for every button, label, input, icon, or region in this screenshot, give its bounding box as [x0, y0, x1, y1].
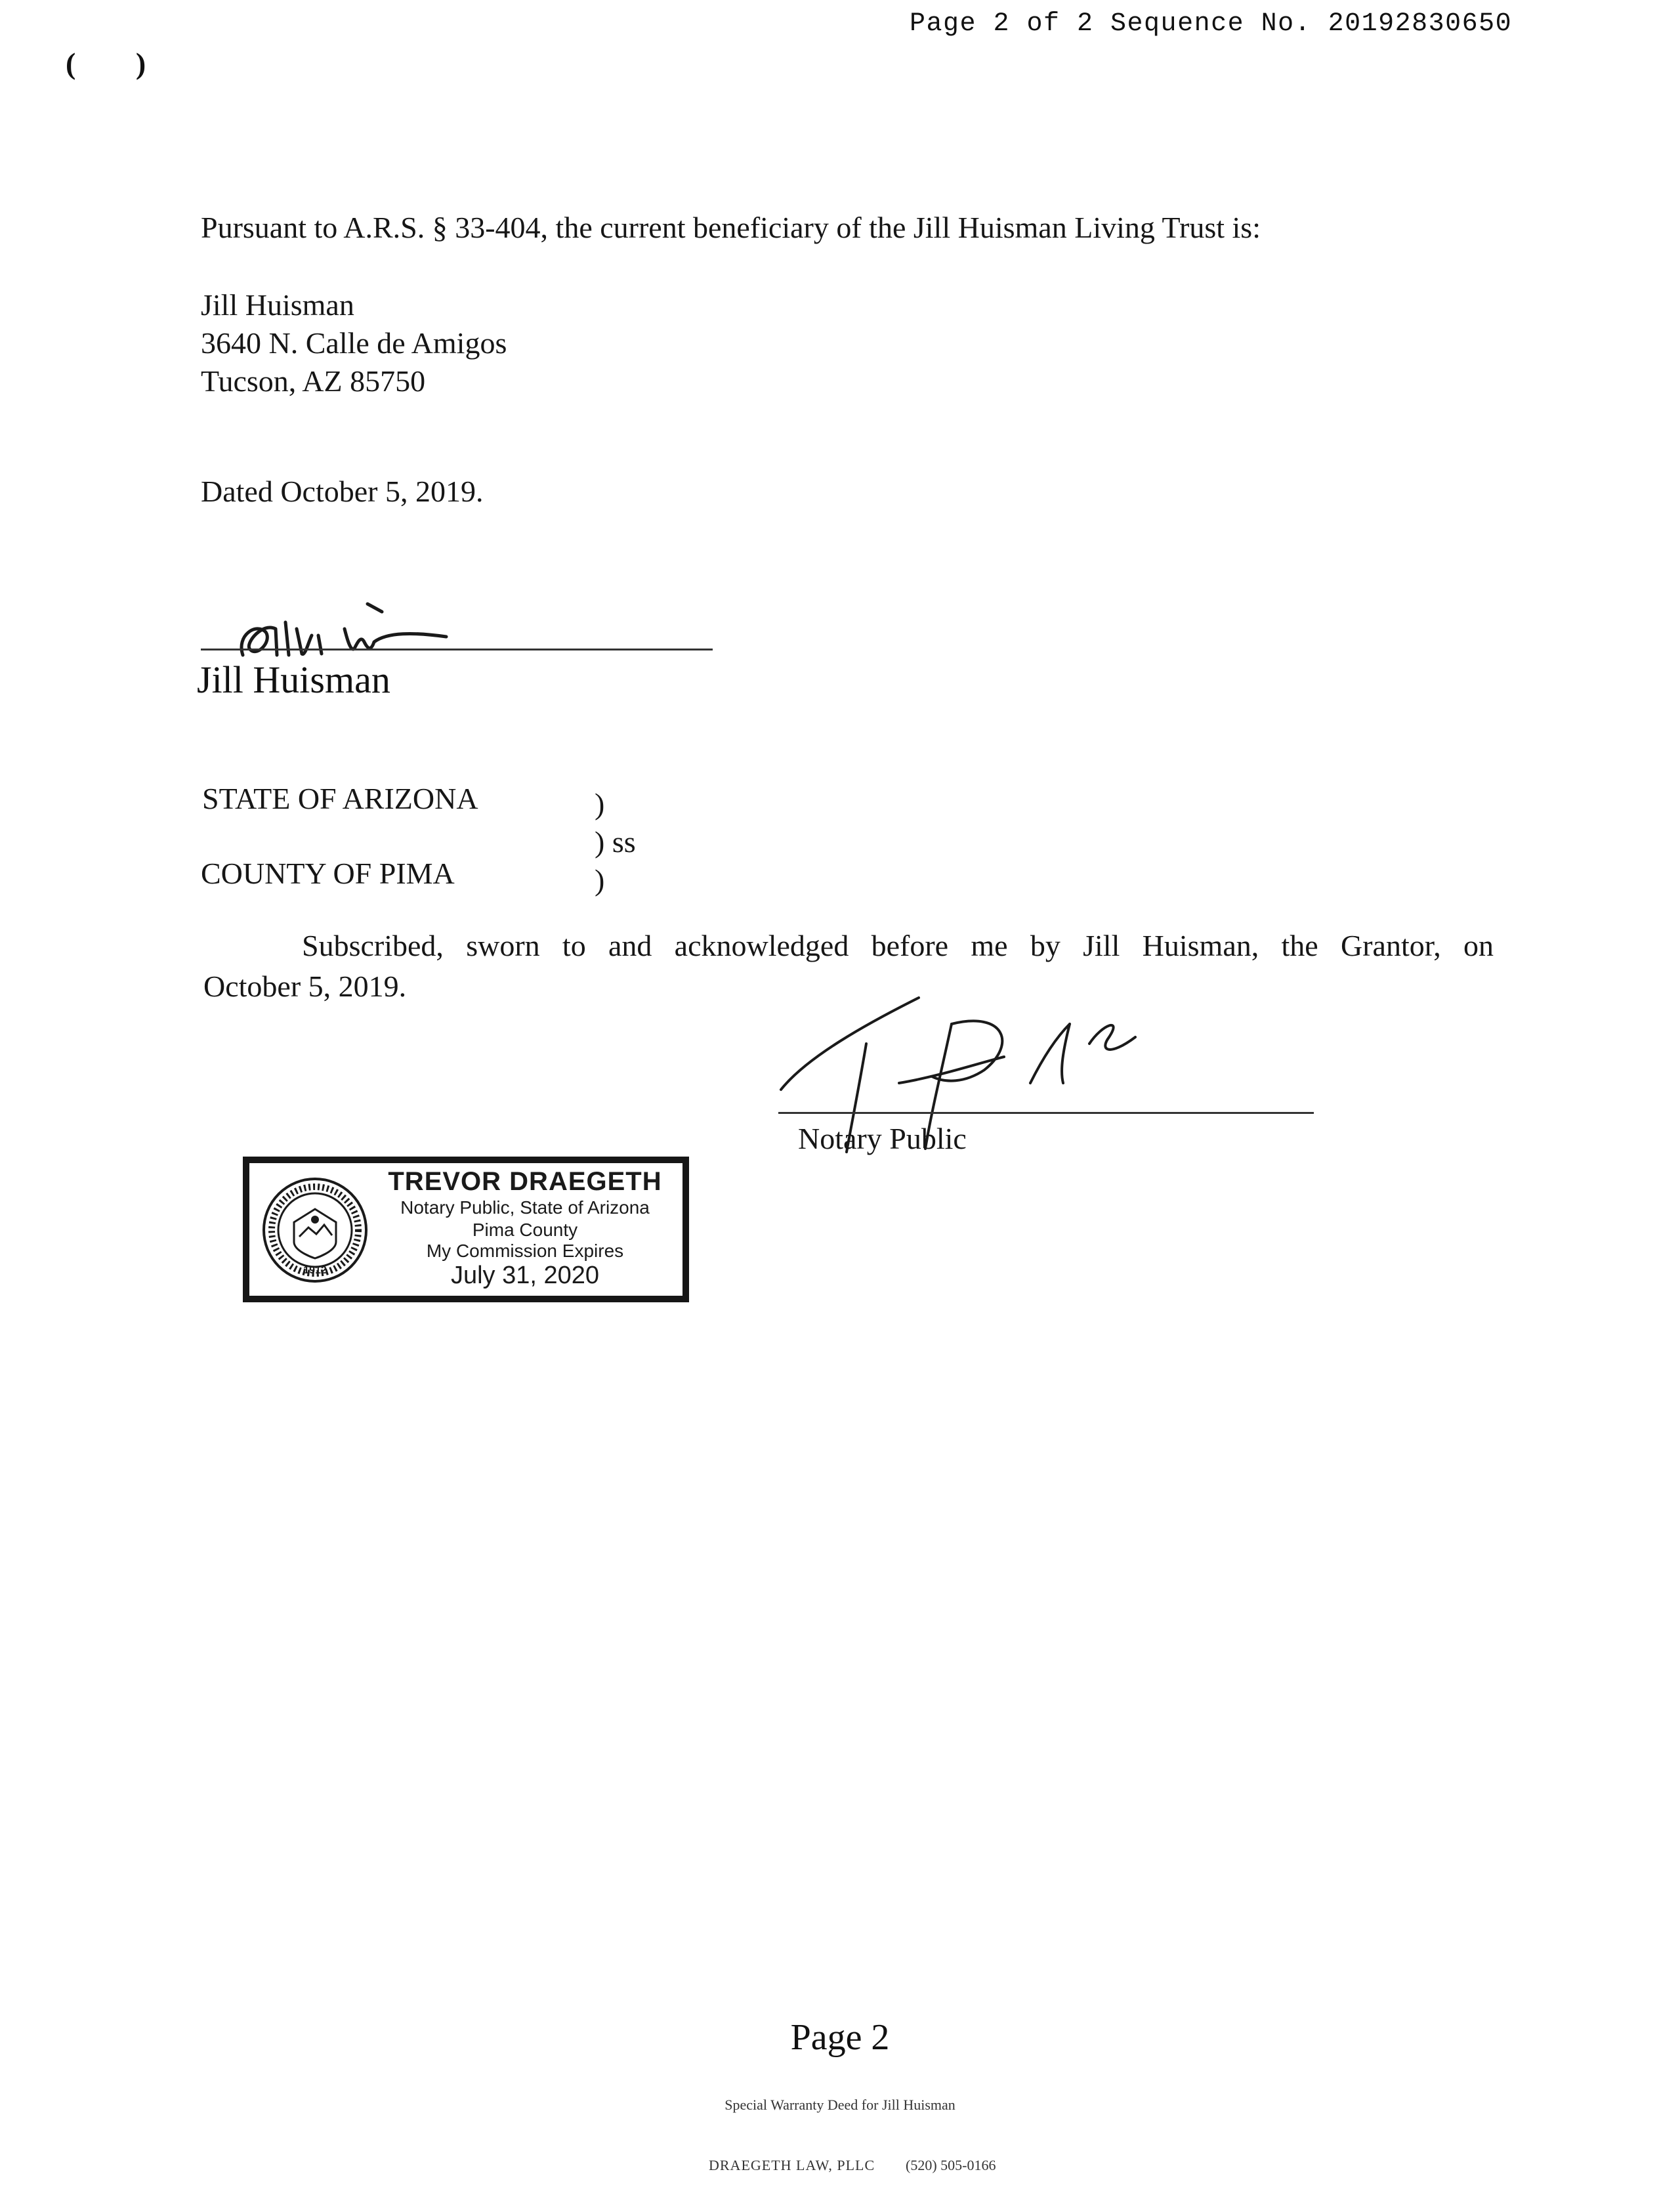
acknowledgment-line-2: October 5, 2019.	[203, 970, 407, 1003]
svg-text:1912: 1912	[303, 1265, 327, 1276]
acknowledgment-line-1: Subscribed, sworn to and acknowledged before me by Jill Huisman, the Grantor, on	[302, 929, 1494, 962]
beneficiary-statement: Pursuant to A.R.S. § 33-404, the current beneficiary of the Jill Huisman Living Trust is:	[201, 211, 1261, 244]
notary-stamp-commission-label: My Commission Expires	[426, 1241, 624, 1261]
footer-document-title: Special Warranty Deed for Jill Huisman	[724, 2097, 956, 2113]
venue-state: STATE OF ARIZONA	[202, 782, 478, 815]
beneficiary-city-state-zip: Tucson, AZ 85750	[201, 364, 426, 398]
beneficiary-name: Jill Huisman	[201, 288, 354, 322]
notary-stamp-expiration: July 31, 2020	[450, 1262, 600, 1289]
dated-line: Dated October 5, 2019.	[201, 475, 484, 508]
venue-paren-bottom: )	[595, 863, 605, 897]
footer-firm-name: DRAEGETH LAW, PLLC	[709, 2157, 875, 2173]
beneficiary-street: 3640 N. Calle de Amigos	[201, 326, 507, 360]
footer-page-number: Page 2	[790, 2017, 890, 2058]
notary-public-label: Notary Public	[798, 1122, 967, 1155]
footer-firm-phone: (520) 505-0166	[906, 2157, 996, 2173]
notary-stamp	[243, 1157, 689, 1302]
notary-signature-line	[778, 1112, 1314, 1114]
scan-corner-marks: ( )	[66, 47, 173, 80]
venue-paren-top: )	[595, 787, 605, 820]
notary-stamp-county: Pima County	[472, 1220, 578, 1240]
grantor-signature-line	[201, 649, 713, 650]
grantor-printed-name: Jill Huisman	[197, 658, 390, 701]
venue-paren-ss: ) ss	[595, 825, 636, 859]
notary-stamp-title: Notary Public, State of Arizona	[400, 1197, 650, 1218]
arizona-state-seal-icon	[261, 1176, 369, 1284]
notary-stamp-name: TREVOR DRAEGETH	[388, 1167, 662, 1196]
venue-county: COUNTY OF PIMA	[201, 857, 455, 890]
recording-sequence-header: Page 2 of 2 Sequence No. 20192830650	[910, 9, 1513, 39]
